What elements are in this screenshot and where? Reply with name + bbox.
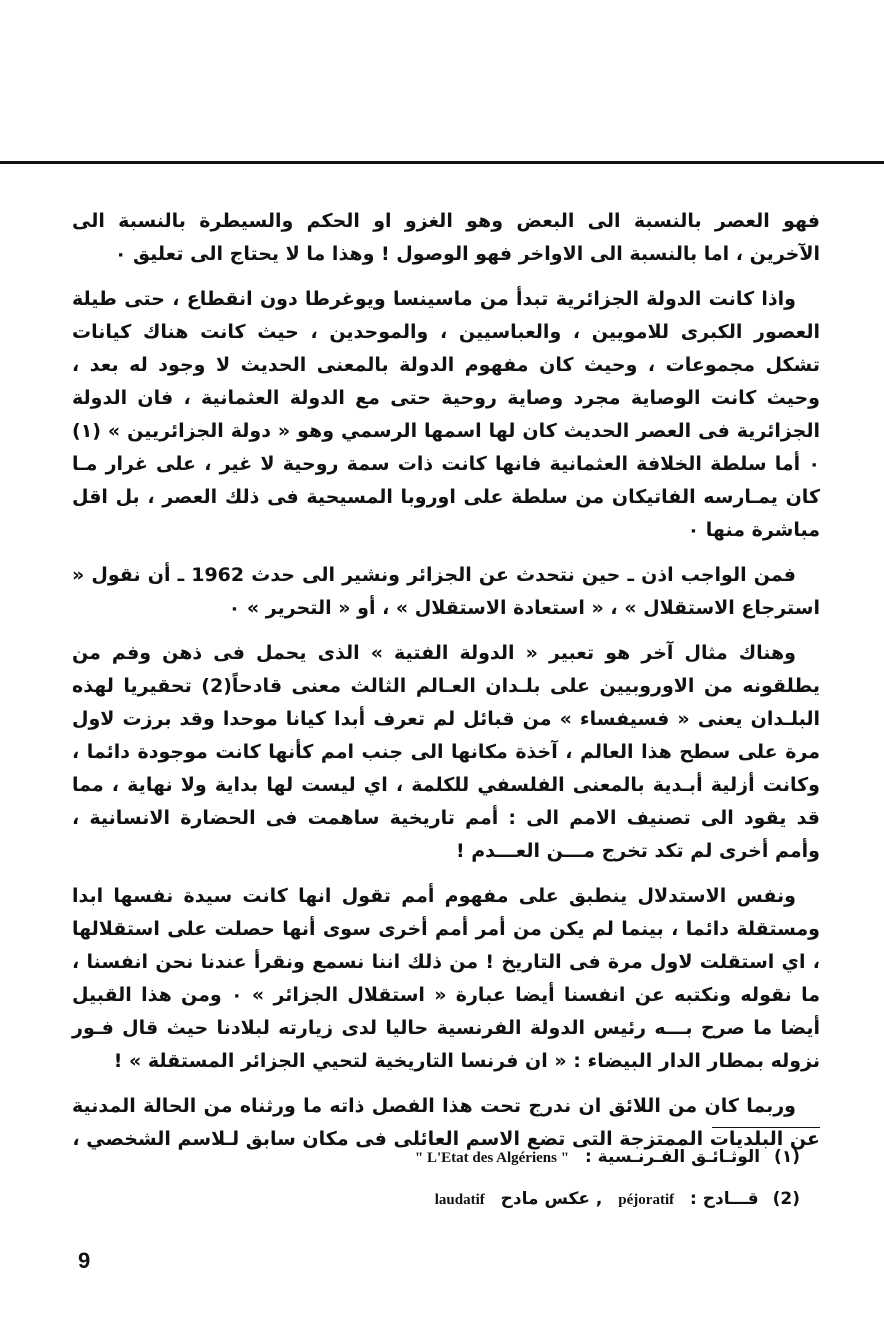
footnote-french: péjoratif: [618, 1192, 675, 1208]
paragraph-4: وهناك مثال آخر هو تعبير « الدولة الفتية » الذى يحمل فى ذهن وفم من يطلقونه من الاوروبيين على بلـدان العـالم الثالث معنى قادحاً(2) تحقيريا لهذه البلـدان يعنى « فسيفساء » من قبائل لم تعرف أبدا كيانا موحدا وقد برزت لاول مرة على سطح هذا العالم ، آخذة مكانها الى جنب امم كأنها كانت موجودة دائما ، وكانت أزلية أبـدية بالمعنى الفلسفي للكلمة ، اي ليست لها بداية ولا نهاية ، مما قد يقود الى تصنيف الامم الى : أمم تاريخية ساهمت فى الحضارة الانسانية ، وأمم أخرى لم تكد تخرج مـــن العـــدم !: [72, 642, 820, 862]
header-rule: [0, 161, 884, 164]
paragraph-5: ونفس الاستدلال ينطبق على مفهوم أمم تقول انها كانت سيدة نفسها ابدا ومستقلة دائما ، بينما لم يكن من أمر أمم أخرى سوى أنها حصلت على استقلالها ، اي استقلت لاول مرة فى التاريخ ! من ذلك اننا نسمع ونقرأ عندنا نحن انفسنا ، ما نقوله ونكتبه عن انفسنا أيضا عبارة « استقلال الجزائر » ٠ ومن هذا القبيل أيضا ما صرح بـــه رئيس الدولة الفرنسية حاليا لدى زيارته لبلادنا حيث قال فـور نزوله بمطار الدار البيضاء : « ان فرنسا التاريخية لتحيي الجزائر المستقلة » !: [72, 885, 820, 1072]
footnote-french: " L'Etat des Algériens ": [414, 1150, 570, 1166]
page-number: 9: [78, 1248, 91, 1273]
footnote-number: (2): [772, 1189, 800, 1209]
footnote-arabic-2: , عكس مادح: [500, 1189, 603, 1209]
body-text: [72, 205, 820, 1168]
paragraph-1: فهو العصر بالنسبة الى البعض وهو الغزو او الحكم والسيطرة بالنسبة الى الآخرين ، اما بالنسبة الى الاواخر فهو الوصول ! وهذا ما لا يحتاج الى تعليق ٠: [72, 210, 820, 265]
footnote-arabic: قـــادح :: [690, 1189, 759, 1209]
footnote-rule: [712, 1127, 820, 1128]
footnote-french-2: laudatif: [434, 1192, 485, 1208]
footnotes: [320, 1136, 800, 1220]
footnote-1: [320, 1136, 800, 1178]
footnote-number: (١): [774, 1147, 800, 1167]
paragraph-2: واذا كانت الدولة الجزائرية تبدأ من ماسينسا ويوغرطا دون انقطاع ، حتى طيلة العصور الكبرى للامويين ، والعباسيين ، والموحدين ، حيث كانت هناك كيانات تشكل مجموعات ، وحيث كان مفهوم الدولة بالمعنى الحديث لا وجود له بعد ، وحيث كانت الوصاية مجرد وصاية روحية حتى مع الدولة العثمانية ، فان الدولة الجزائرية فى العصر الحديث كان لها اسمها الرسمي وهو « دولة الجزائريين » (١) ٠ أما سلطة الخلافة العثمانية فانها كانت ذات سمة روحية لا غير ، على غرار مـا كان يمـارسه الفاتيكان من سلطة على اوروبا المسيحية فى ذلك العصر ، بل اقل مباشرة منها ٠: [72, 288, 820, 541]
paragraph-3: فمن الواجب اذن ـ حين نتحدث عن الجزائر ونشير الى حدث 1962 ـ أن نقول « استرجاع الاستقلال » ، « استعادة الاستقلال » ، أو « التحرير » ٠: [72, 564, 820, 619]
footnote-2: [320, 1178, 800, 1220]
footnote-arabic: الوثـائـق الفـرنـسية :: [584, 1147, 761, 1167]
paragraph-6: وربما كان من اللائق ان ندرج تحت هذا الفصل ذاته ما ورثناه من الحالة المدنية عن البلديات الممتزجة التى تضع الاسم العائلى فى مكان سابق لـلاسم الشخصي ،: [72, 1095, 820, 1150]
